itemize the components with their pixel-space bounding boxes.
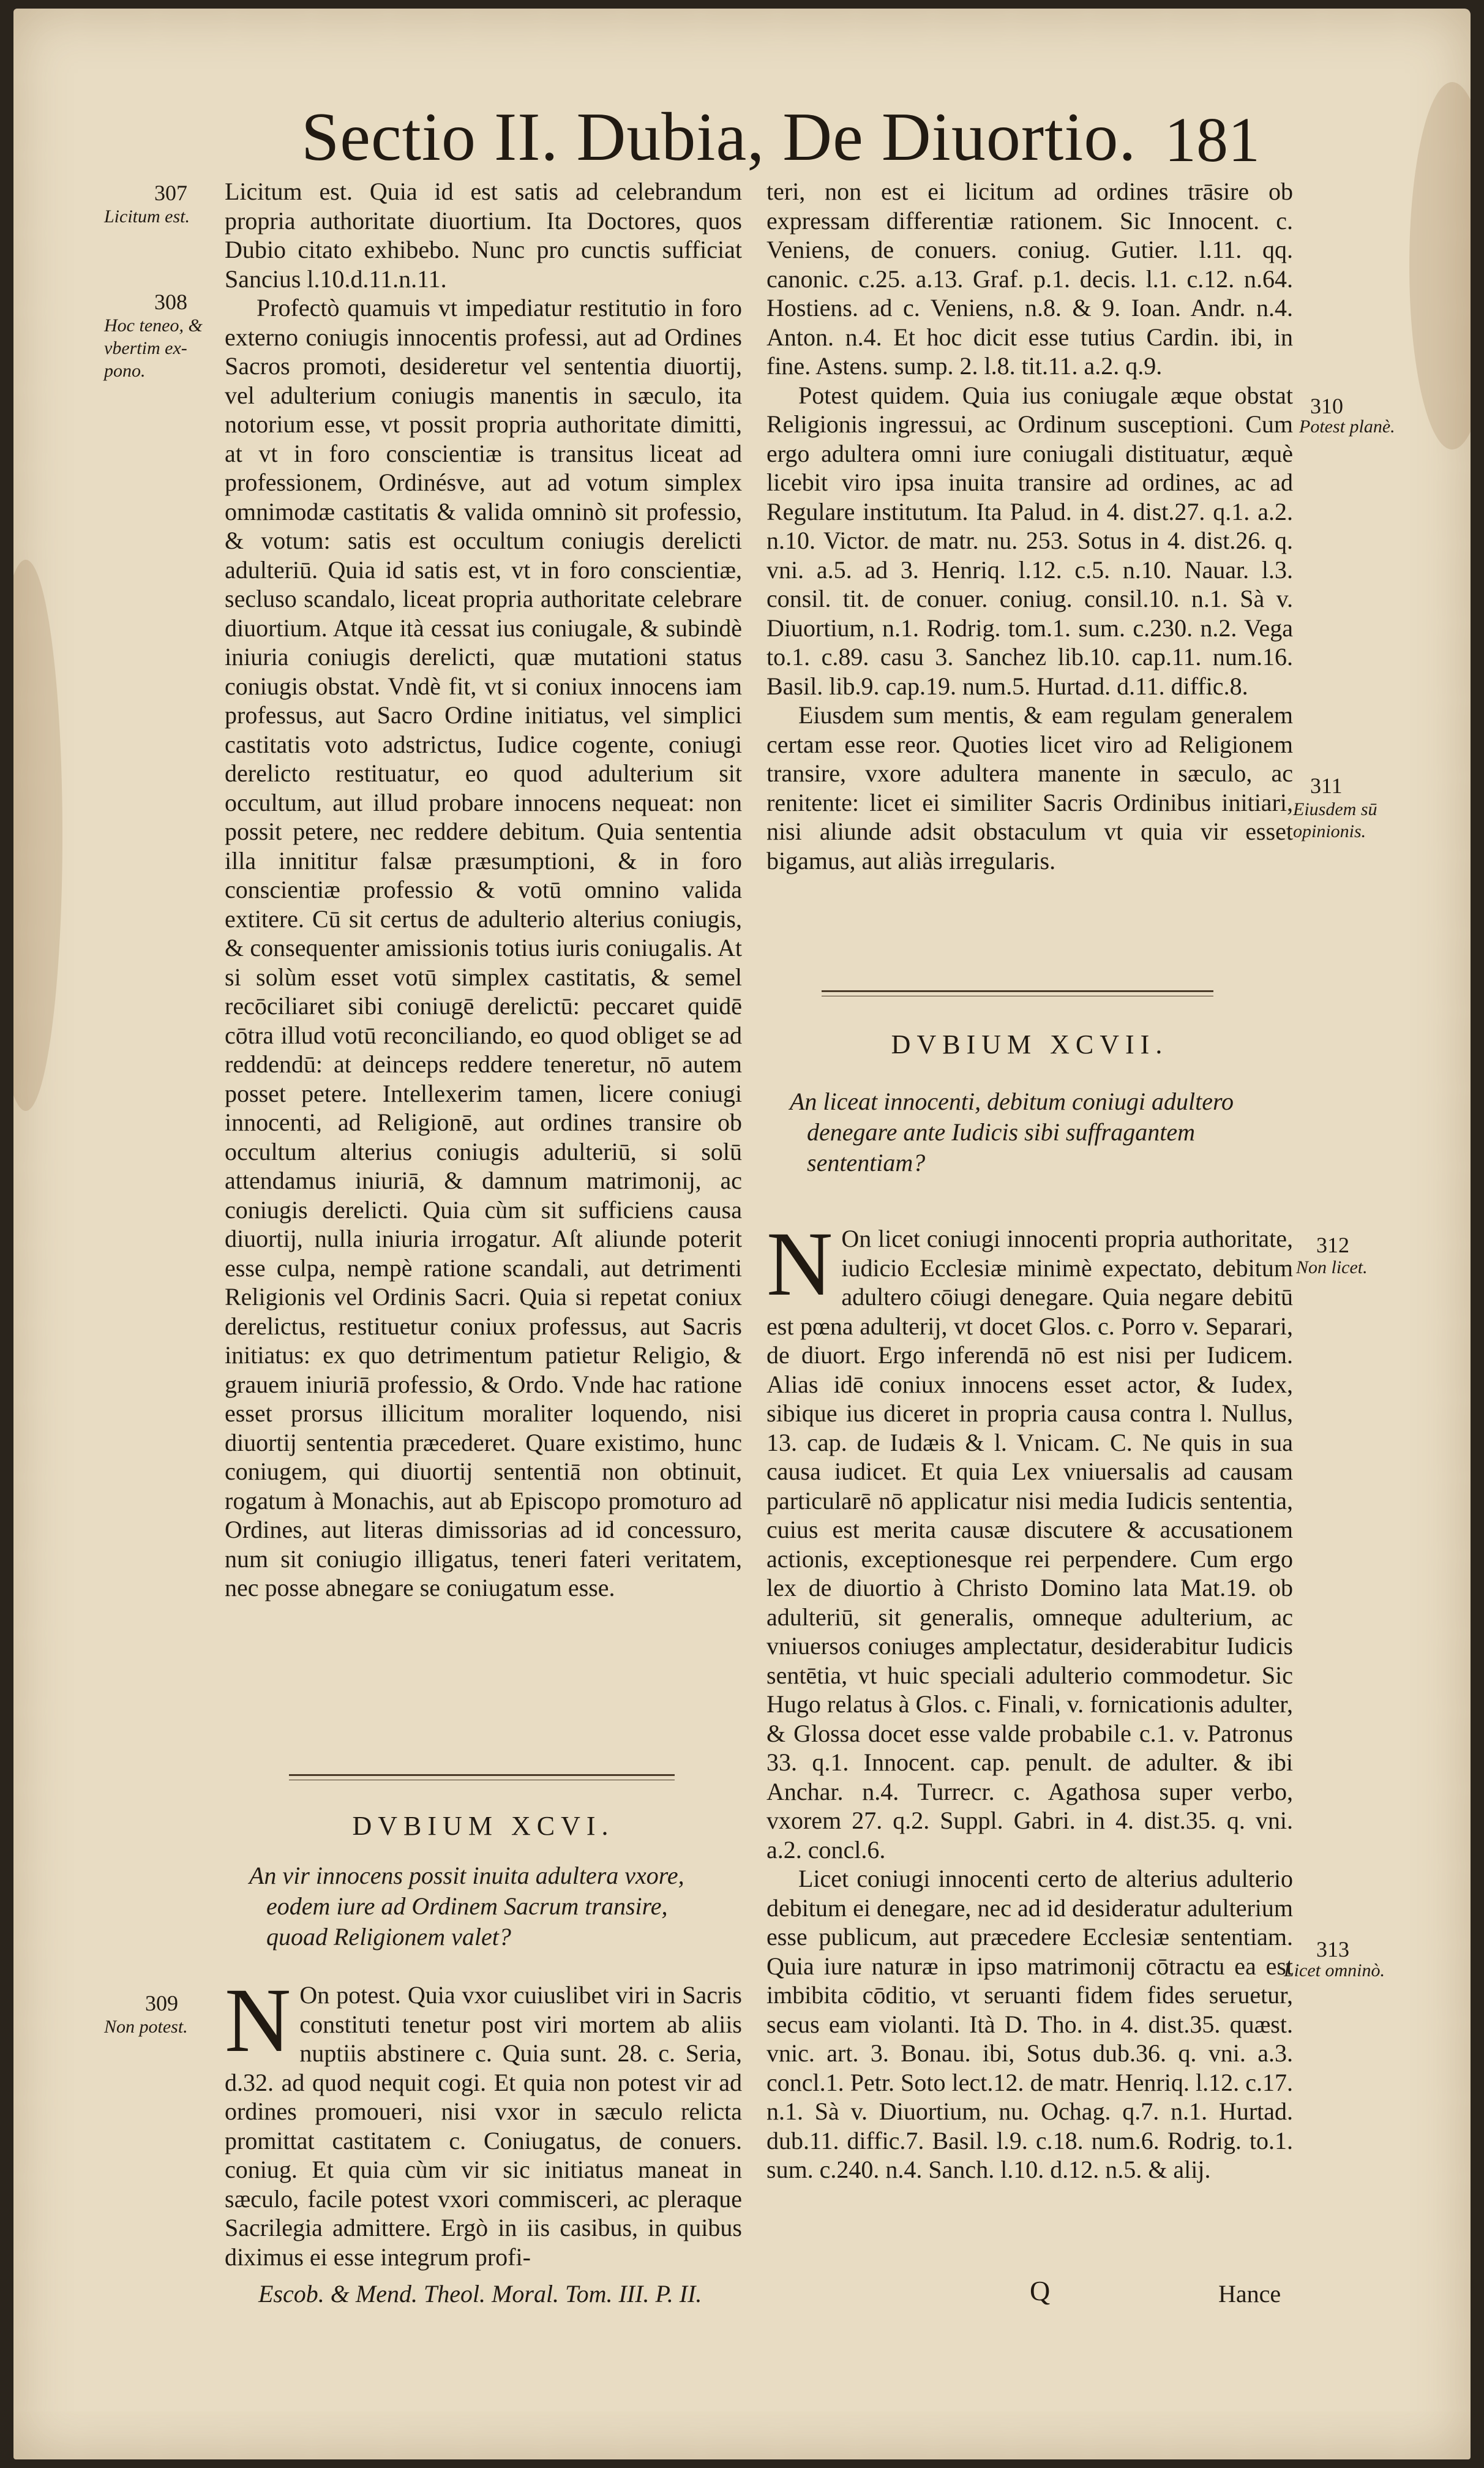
section-rule bbox=[822, 990, 1213, 1000]
margin-note: opinionis. bbox=[1293, 821, 1366, 841]
paragraph: On licet coniugi innocenti propria authoritate, iudicio Ecclesiæ minimè expectato, debitum adultero cōiugi denegare. Quia negare debitū est pœna adulterij, vt docet Glos. c. Porro v. Separari, de diuort. Ergo inferendā nō est nisi per Iudicem. Alias idē coniux innocens esset actor, & Iudex, sibique ius diceret in propria causa contra l. Nullus, 13. cap. de Iudæis & l. Vnicam. C. Ne quis in sua causa iudicet. Et quia Lex vniuersalis ad causam particularē nō applicatur nisi media Iudicis sententia, cuius est merita causæ discutere & accusationem actionis, exceptionesque rei perpendere. Cum ergo lex de diuortio à Christo Domino lata Mat.19. ob adulteriū, sit generalis, omneque adulterium, ac vniuersos coniuges amplectatur, desiderabitur Iudicis sentētia, vt huic speciali adulterio commodetur. Sic Hugo relatus à Glos. c. Finali, v. fornicationis adulter, & Glossa docet esse valde probabile c.1. v. Patronus 33. q.1. Innocent. cap. penult. de adulter. & ibi Anchar. n.4. Turrecr. c. Agathosa super verbo, vxorem 27. q.2. Suppl. Gabri. in 4. dist.35. q. vni. a.2. concl.6. bbox=[766, 1225, 1293, 1864]
page-stain bbox=[1409, 82, 1471, 450]
book-page bbox=[13, 9, 1471, 2459]
dubium-97-question: An liceat innocenti, debitum coniugi adultero denegare ante Iudicis sibi suffragantem sententiam? bbox=[790, 1088, 1234, 1176]
margin-note: pono. bbox=[104, 361, 146, 381]
margin-number: 309 bbox=[145, 1991, 178, 2015]
margin-note: Non licet. bbox=[1296, 1257, 1368, 1277]
paragraph: Licitum est. Quia id est satis ad celebrandum propria authoritate diuortium. Ita Doctores, quos Dubio citato exhibebo. Nunc pro cunctis sufficiat Sancius l.10.d.11.n.11. bbox=[225, 178, 742, 293]
margin-note: Licitum est. bbox=[104, 206, 190, 227]
paragraph: Eiusdem sum mentis, & eam regulam generalem certam esse reor. Quoties licet viro ad Religionem transire, vxore adultera manente in sæculo, ac renitente: licet ei similiter Sacris Ordinibus initiari, nisi aliunde adsit obstaculum vt quia vir esset bigamus, aut aliàs irregularis. bbox=[766, 701, 1293, 875]
dubium-97-heading: DVBIUM XCVII. bbox=[891, 1029, 1169, 1059]
signature-mark: Q bbox=[1030, 2275, 1051, 2306]
paragraph: On potest. Quia vxor cuiuslibet viri in Sacris constituti tenetur post viri mortem ab aliis nuptiis abstinere c. Quia sunt. 28. c. Seria, d.32. ad quod nequit cogi. Et quia non potest vir ad ordines promoueri, nisi vxor in sæculo relicta promittat castitatem c. Coniugatus, de conuers. coniug. Et quia cùm vir sic initiatus maneat in sæculo, facile potest vxori commisceri, ac pleraque Sacrilegia admittere. Ergò in iis casibus, in quibus diximus ei esse integrum profi- bbox=[225, 1981, 742, 2271]
margin-number: 312 bbox=[1316, 1233, 1349, 1257]
margin-number: 313 bbox=[1316, 1937, 1349, 1962]
drop-cap: N bbox=[766, 1213, 833, 1315]
margin-note: Potest planè. bbox=[1299, 416, 1395, 437]
paragraph: Profectò quamuis vt impediatur restitutio in foro externo coniugis innocentis professi, aut ad Ordines Sacros promoti, desideretur vel sententia diuortij, vel adulterium coniugis manentis in sæculo, ita notorium esse, vt possit propria authoritate dimitti, at vt in foro conscientiæ is transitus liceat ad professionem, Ordinésve, aut ad votum simplex omnimodæ castitatis & valida omninò sit professio, & votum: satis est occultum coniugis derelicti adulteriū. Quia id satis est, vt in foro conscientiæ, secluso scandalo, liceat propria authoritate celebrare diuortium. Atque ità cessat ius coniugale, & subindè iniuria coniugis derelicti, quæ mutationi status coniugis obstat. Vndè fit, vt si coniux innocens iam professus, aut Sacro Ordine initiatus, vel simplici castitatis voto adstrictus, Iudice cogente, coniugi derelicto restituatur, eo quod adulterium sit occultum, aut illud probare innocens nequeat: non possit petere, nec reddere debitum. Quia sententia illa innititur falsæ præsumptioni, & in foro conscientiæ professio & votū omnino valida extitere. Cū sit certus de adulterio alterius coniugis, & consequenter amissionis totius iuris coniugalis. At si solùm esset votū simplex castitatis, & semel recōciliaret sibi coniugē derelictū: peccaret quidē cōtra illud votū reconciliando, eo quod obliget se ad reddendū: at deinceps reddere teneretur, nō autem posset petere. Intellexerim tamen, licere coniugi innocenti, ad Religionē, aut ordines transire ob occultum alterius coniugis adulteriū, si solū attendamus iniuriā, & damnum matrimonij, ac coniugis derelicti. Quia cùm sit sufficiens causa diuortij, nulla iniuria irrogatur. Aſt aliunde poterit esse culpa, nempè ratione scandali, aut detrimenti Religionis vel Ordinis Sacri. Quia si repetat coniux derelictus, restituetur coniux professus, aut Sacris initiatus: ex quo detrimentum patietur Religio, & grauem iniuriā professio, & Ordo. Vnde hac ratione esset prorsus illicitum moraliter loquendo, nisi diuortij sententia præcederet. Quare existimo, hunc coniugem, qui diuortij sententiā non obtinuit, rogatum à Monachis, aut ab Episcopo promoturo ad Ordines, aut literas dimissorias ad id concessuro, num sit coniugio illigatus, teneri fateri veritatem, nec posse abnegare se coniugatum esse. bbox=[225, 294, 742, 1601]
drop-cap: N bbox=[225, 1970, 291, 2071]
margin-note: Non potest. bbox=[104, 2017, 188, 2037]
dubium-96-question: An vir innocens possit inuita adultera vxore, eodem iure ad Ordinem Sacrum transire, quoad Religionem valet? bbox=[249, 1862, 684, 1951]
running-head-title: Sectio II. Dubia, De Diuortio. bbox=[301, 99, 1137, 175]
dubium-96-body bbox=[225, 1970, 742, 2271]
margin-note: vbertim ex- bbox=[104, 338, 187, 358]
margin-number: 308 bbox=[154, 290, 187, 314]
left-column bbox=[225, 177, 742, 1603]
paragraph: Licet coniugi innocenti certo de alterius adulterio debitum ei denegare, nec ad id desideratur adulterium esse publicum, aut præcedere Ecclesiæ sententiam. Quia iure naturæ in ipso matrimonij cōtractu ea est imbibita cōditio, vt seruanti fidem fides seruetur, secus eam violanti. Ità D. Tho. in 4. dist.35. quæst. vnic. art. 3. Bonau. ibi, Sotus dub.36. q. vni. a.3. concl.1. Petr. Soto lect.12. de matr. Henriq. l.12. c.17. n.1. Sà v. Diuortium, nu. Ochag. q.7. n.1. Hurtad. dub.11. diffic.7. Basil. l.9. c.18. num.6. Rodrig. to.1. sum. c.240. n.4. Sanch. l.10. d.12. n.5. & alij. bbox=[766, 1865, 1293, 2183]
dubium-96-heading: DVBIUM XCVI. bbox=[352, 1811, 615, 1841]
paragraph: Potest quidem. Quia ius coniugale æque obstat Religionis ingressui, ac Ordinum susceptioni. Cum ergo adultera omni iure coniugali distituatur, æquè licebit viro ipsa inuita transire ad ordines, ac ad Regulare institutum. Ita Palud. in 4. dist.27. q.1. a.2. n.10. Victor. de matr. nu. 253. Sotus in 4. dist.26. q. vni. a.5. ad 3. Henriq. l.12. c.5. n.10. Nauar. l.3. consil. tit. de conuer. coniug. consil.10. n.1. Sà v. Diuortium, n.1. Rodrig. tom.1. sum. c.230. n.2. Vega to.1. c.89. casu 3. Sanchez lib.10. cap.11. num.16. Basil. lib.9. cap.19. num.5. Hurtad. d.11. diffic.8. bbox=[766, 381, 1293, 700]
margin-note: Licet omninò. bbox=[1284, 1960, 1385, 1981]
running-foot: Escob. & Mend. Theol. Moral. Tom. III. P. II. bbox=[258, 2280, 702, 2308]
margin-note: Hoc teneo, & bbox=[104, 315, 203, 336]
dubium-97-body bbox=[766, 1213, 1293, 2184]
page-stain bbox=[13, 560, 62, 1111]
paragraph: teri, non est ei licitum ad ordines trāsire ob expressam differentiæ rationem. Sic Innocent. c. Veniens, de conuers. coniug. Gutier. l.11. qq. canonic. c.25. a.13. Graf. p.1. decis. l.1. c.12. n.64. Hostiens. ad c. Veniens, n.8. & 9. Ioan. Andr. n.4. Anton. n.4. Et hoc dicit esse tutius Cardin. ibi, in fine. Astens. sump. 2. l.8. tit.11. a.2. q.9. bbox=[766, 178, 1293, 380]
section-rule bbox=[289, 1774, 675, 1784]
margin-number: 307 bbox=[154, 181, 187, 205]
catchword: Hance bbox=[1218, 2280, 1281, 2308]
margin-note: Eiusdem sū bbox=[1293, 799, 1377, 819]
margin-number: 311 bbox=[1310, 773, 1343, 798]
page-number: 181 bbox=[1164, 105, 1260, 175]
margin-number: 310 bbox=[1310, 394, 1343, 418]
right-column bbox=[766, 177, 1293, 875]
